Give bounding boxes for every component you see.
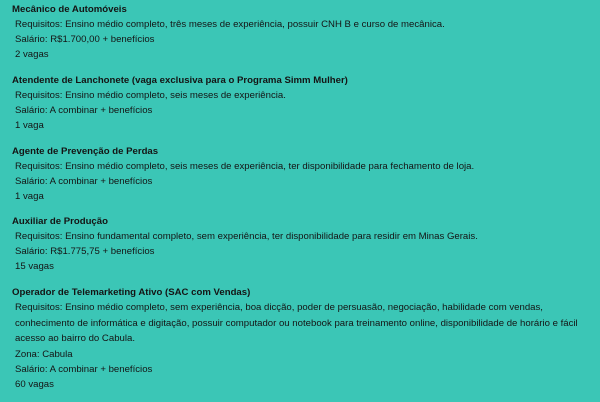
job-salary: Salário: R$1.700,00 + benefícios: [15, 34, 155, 45]
job-listing: [12, 144, 590, 204]
job-vacancies: 15 vagas: [15, 261, 54, 272]
job-salary: Salário: R$1.775,75 + benefícios: [15, 246, 155, 257]
job-requirements: Requisitos: Ensino fundamental completo, sem experiência, ter disponibilidade para residir em Minas Gerais.: [15, 231, 478, 242]
job-zone: Zona: Cabula: [15, 348, 73, 360]
job-title: Auxiliar de Produção: [12, 216, 108, 227]
job-listing: [12, 214, 590, 274]
job-vacancies: 1 vaga: [15, 120, 44, 131]
job-listing: [12, 285, 590, 392]
job-title: Operador de Telemarketing Ativo (SAC com Vendas): [12, 287, 251, 298]
job-salary: Salário: A combinar + benefícios: [15, 176, 153, 187]
job-requirements: Requisitos: Ensino médio completo, seis meses de experiência.: [15, 90, 286, 101]
job-requirements: Requisitos: Ensino médio completo, três meses de experiência, possuir CNH B e curso de mecânica.: [15, 19, 445, 30]
job-salary: Salário: A combinar + benefícios: [15, 363, 153, 375]
job-vacancies: 60 vagas: [15, 378, 54, 390]
job-listing: [12, 73, 590, 133]
job-title: Mecânico de Automóveis: [12, 4, 127, 15]
job-title: Agente de Prevenção de Perdas: [12, 146, 159, 157]
job-vacancies: 1 vaga: [15, 191, 44, 202]
job-title: Atendente de Lanchonete (vaga exclusiva para o Programa Simm Mulher): [12, 75, 348, 86]
job-requirements: Requisitos: Ensino médio completo, seis meses de experiência, ter disponibilidade para fechamento de loja.: [15, 161, 475, 172]
job-salary: Salário: A combinar + benefícios: [15, 105, 153, 116]
job-vacancies: 2 vagas: [15, 49, 49, 60]
job-requirements: Requisitos: Ensino médio completo, sem experiência, boa dicção, poder de persuasão, negociação, habilidade com vendas, conhecimento de informática e digitação, possuir computador ou notebook para treinamento online, disponibilidade de horário e fácil acesso ao bairro do Cabula.: [15, 302, 578, 345]
job-listing: [12, 2, 590, 62]
